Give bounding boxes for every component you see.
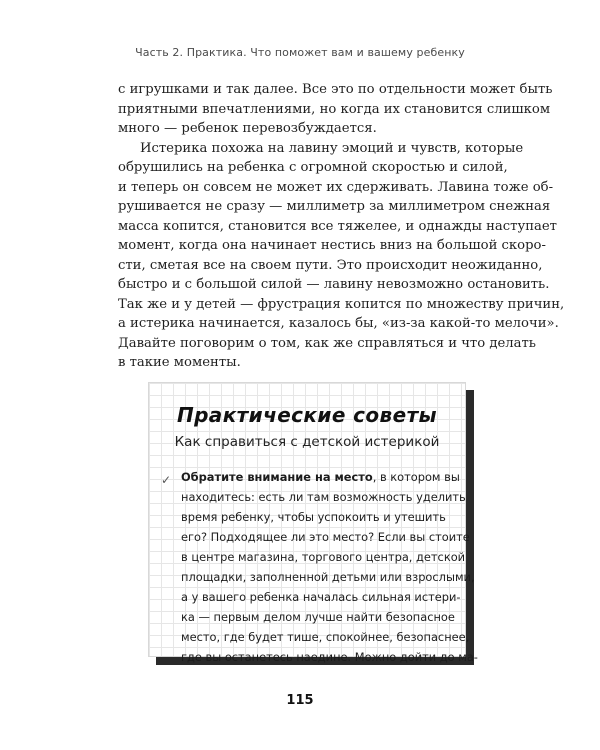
text-line: сти, сметая все на своем пути. Это происходит неожиданно, <box>118 257 543 273</box>
text-line: Так же и у детей — фрустрация копится по множеству причин, <box>118 296 565 312</box>
tip-line: в центре магазина, торгового центра, детской <box>181 550 466 564</box>
tip-line: где вы останетесь наедине. Можно дойти до ма- <box>181 650 478 664</box>
text-line: а истерика начинается, казалось бы, «из-за какой-то мелочи». <box>118 316 559 331</box>
page-number: 115 <box>286 693 314 708</box>
tip-line: место, где будет тише, спокойнее, безопаснее, <box>181 630 470 644</box>
tip-line: ка — первым делом лучше найти безопасное <box>181 610 455 624</box>
tip-line: его? Подходящее ли это место? Если вы стоите <box>181 530 470 544</box>
tip-line <box>181 467 460 487</box>
tips-box-panel <box>148 382 478 664</box>
tip-text <box>181 467 478 667</box>
tips-box-title: Практические советы <box>176 403 438 427</box>
tips-box-subtitle: Как справиться с детской истерикой <box>174 434 440 450</box>
body-text <box>118 80 565 373</box>
text-line: момент, когда она начинает нестись вниз на большой скоро- <box>118 238 546 253</box>
text-line: много — ребенок перевозбуждается. <box>118 121 377 136</box>
text-line: масса копится, становится все тяжелее, и однажды наступает <box>118 218 557 234</box>
text-line: Истерика похожа на лавину эмоций и чувств, которые <box>140 140 524 156</box>
paragraph-1 <box>118 80 553 139</box>
paragraph-2 <box>118 139 565 373</box>
text-line: рушивается не сразу — миллиметр за миллиметром снежная <box>118 199 551 214</box>
text-line: с игрушками и так далее. Все это по отдельности может быть <box>118 82 553 97</box>
text-line: в такие моменты. <box>118 355 241 370</box>
tip-line: время ребенку, чтобы успокоить и утешить <box>181 510 446 524</box>
tip-line: площадки, заполненной детьми или взрослыми, <box>181 570 475 584</box>
tip-line: находитесь: есть ли там возможность уделить <box>181 490 466 504</box>
tip-first-rest: , в котором вы <box>372 470 460 484</box>
tip-line: а у вашего ребенка началась сильная истери- <box>181 590 461 604</box>
running-head: Часть 2. Практика. Что поможет вам и вашему ребенку <box>135 46 465 59</box>
text-line: Давайте поговорим о том, как же справляться и что делать <box>118 335 536 351</box>
tips-box <box>148 382 478 664</box>
checkmark-icon: ✓ <box>161 473 172 487</box>
text-line: быстро и с большой силой — лавину невозможно остановить. <box>118 277 550 292</box>
tip-bold: Обратите внимание на место <box>181 470 373 484</box>
text-line: приятными впечатлениями, но когда их становится слишком <box>118 101 551 117</box>
text-line: и теперь он совсем не может их сдерживать. Лавина тоже об- <box>118 179 554 195</box>
text-line: обрушились на ребенка с огромной скоростью и силой, <box>118 160 508 175</box>
